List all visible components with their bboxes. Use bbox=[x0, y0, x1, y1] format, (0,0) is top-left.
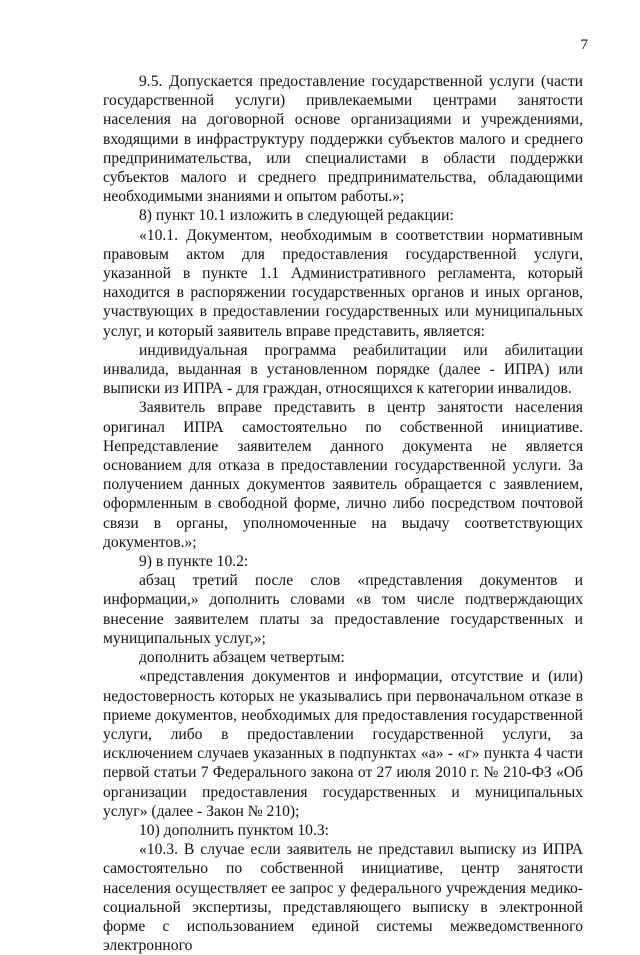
paragraph-add-fourth: дополнить абзацем четвертым: bbox=[139, 649, 345, 667]
page-number: 7 bbox=[580, 37, 588, 53]
paragraph-10-3: «10.3. В случае если заявитель не представил выписку из ИПРА самостоятельно по собственной инициативе, центр занятости населения осуществляет ее запрос у федерального учреждения медико-социальной экспертизы, представляющего выписку в электронной форме с использованием единой системы межведомственного электронного bbox=[103, 841, 583, 955]
paragraph-abzac-third: абзац третий после слов «представления документов и информации,» дополнить словами «в том числе подтверждающих внесение заявителем платы за предоставление государственных и муниципальных услуг,»; bbox=[103, 572, 583, 647]
paragraph-ipra-definition: индивидуальная программа реабилитации или абилитации инвалида, выданная в установленном порядке (далее - ИПРА) или выписки из ИПРА - для граждан, относящихся к категории инвалидов. bbox=[103, 341, 583, 398]
paragraph-10-1: «10.1. Документом, необходимым в соответствии нормативным правовым актом для предоставления государственной услуги, указанной в пункте 1.1 Административного регламента, который находится в распоряжении государственных органов и иных органов, участвующих в предоставлении государственных или муниципальных услуг, и который заявитель вправе представить, является: bbox=[103, 226, 583, 340]
paragraph-9-5: 9.5. Допускается предоставление государственной услуги (части государственной услуги) привлекаемыми центрами занятости населения на договорной основе организациями и учреждениями, входящими в инфраструктуру поддержки субъектов малого и среднего предпринимательства, или специалистами в области поддержки субъектов малого и среднего предпринимательства, обладающими необходимыми знаниями и опытом работы.»; bbox=[103, 73, 583, 206]
paragraph-item-10: 10) дополнить пунктом 10.3: bbox=[139, 821, 330, 839]
paragraph-applicant-rights: Заявитель вправе представить в центр занятости населения оригинал ИПРА самостоятельно по собственной инициативе. Непредставление заявителем данного документа не является основанием для отказа в предоставлении государственной услуги. За получением данных документов заявитель обращается с заявлением, оформленным в свободной форме, лично либо посредством почтовой связи в органы, уполномоченные на выдачу соответствующих документов.»; bbox=[103, 399, 583, 551]
paragraph-documents-info: «представления документов и информации, отсутствие и (или) недостоверность которых не указывались при первоначальном отказе в приеме документов, необходимых для предоставления государственной услуги, либо в предоставлении государственной услуги, за исключением случаев указанных в подпунктах «а» - «г» пункта 4 части первой статьи 7 Федерального закона от 27 июля 2010 г. № 210-ФЗ «Об организации предоставления государственных и муниципальных услуг» (далее - Закон № 210); bbox=[103, 668, 583, 820]
paragraph-item-9: 9) в пункте 10.2: bbox=[139, 553, 249, 571]
document-body bbox=[103, 72, 583, 955]
paragraph-item-8: 8) пункт 10.1 изложить в следующей редакции: bbox=[139, 207, 454, 225]
